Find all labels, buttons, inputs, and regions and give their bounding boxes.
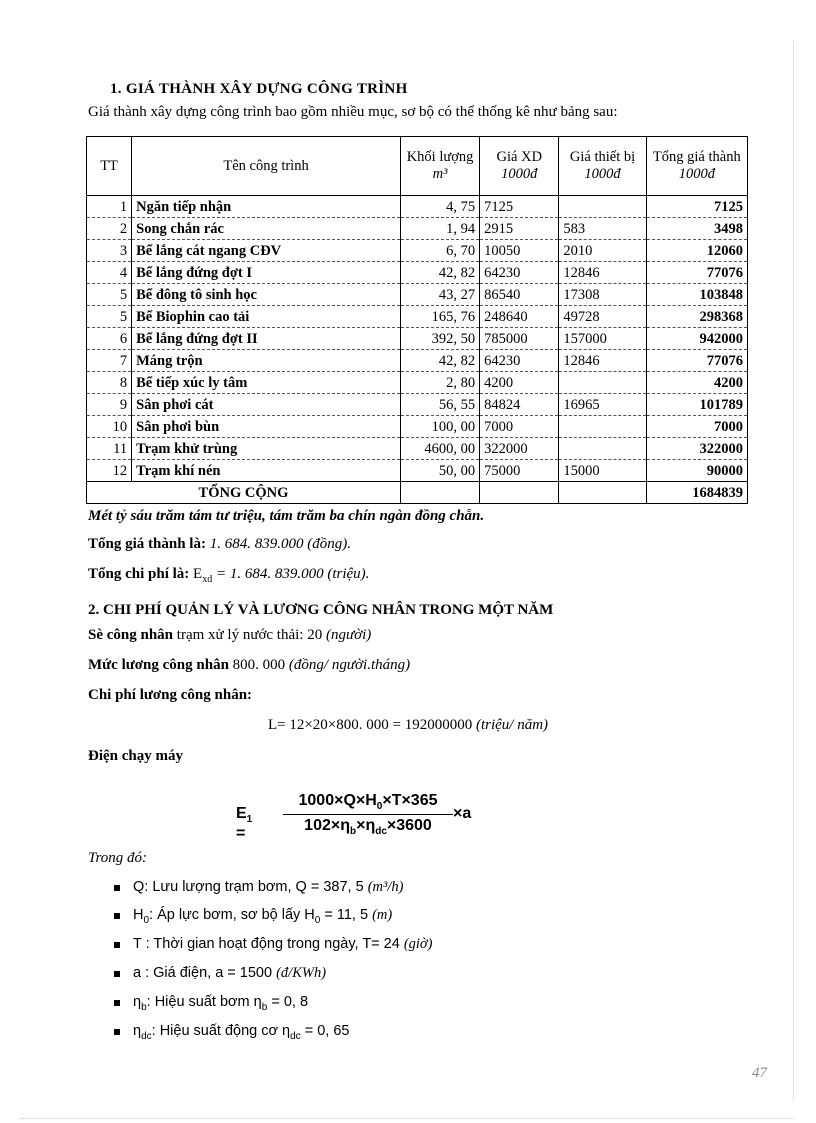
- cell-tb: [559, 438, 646, 460]
- cell-tt: 1: [87, 196, 132, 218]
- parameter-pre: H: [133, 907, 144, 923]
- cell-tt: 4: [87, 262, 132, 284]
- cell-name: Trạm khí nén: [132, 460, 401, 482]
- cell-tt: 11: [87, 438, 132, 460]
- header-xd: [480, 137, 559, 196]
- workers-text: trạm xử lý nước thải: 20: [173, 627, 326, 643]
- total-price-label: Tổng giá thành là:: [88, 536, 210, 552]
- formula-lhs-symbol: E: [236, 805, 247, 822]
- cell-xd: 7000: [480, 416, 559, 438]
- total-empty-cell: [400, 482, 479, 504]
- total-empty-cell: [480, 482, 559, 504]
- cell-volume: 2, 80: [400, 372, 479, 394]
- cell-name: Trạm khử trùng: [132, 438, 401, 460]
- parameter-unit: (đ/KWh): [276, 965, 327, 981]
- cell-total: 90000: [646, 460, 747, 482]
- cell-tb: 2010: [559, 240, 646, 262]
- page-right-border: [792, 40, 794, 1100]
- parameter-text: [133, 936, 433, 953]
- cell-tt: 10: [87, 416, 132, 438]
- wage-line: [88, 657, 410, 674]
- total-cost-line: [88, 566, 369, 585]
- table-total-row: [87, 482, 748, 504]
- cell-tt: 5: [87, 306, 132, 328]
- formula-den-sub2: dc: [375, 826, 387, 838]
- total-cost-label: Tổng chi phí là:: [88, 566, 194, 582]
- cell-volume: 4600, 00: [400, 438, 479, 460]
- header-volume-label: Khối lượng: [406, 149, 474, 165]
- workers-unit: (người): [325, 627, 372, 643]
- cell-xd: 10050: [480, 240, 559, 262]
- header-tb-label: Giá thiết bị: [569, 149, 636, 165]
- parameter-text: [133, 907, 392, 926]
- cell-xd: 2915: [480, 218, 559, 240]
- parameter-rest: = 11, 5: [320, 907, 373, 923]
- cell-total: 101789: [646, 394, 747, 416]
- cell-tb: 583: [559, 218, 646, 240]
- page-number: 47: [752, 1065, 767, 1081]
- cell-name: Bể đông tô sinh học: [132, 284, 401, 306]
- total-empty-cell: [559, 482, 646, 504]
- parameter-mid: : Hiệu suất bơm η: [146, 994, 262, 1010]
- cell-name: Sân phơi bùn: [132, 416, 401, 438]
- wage-value: 800. 000: [228, 657, 289, 673]
- wage-label: Mức lương công nhân: [88, 657, 229, 673]
- header-xd-label: Giá XD: [496, 149, 543, 165]
- cell-xd: 86540: [480, 284, 559, 306]
- cell-name: Bể lắng đứng đợt I: [132, 262, 401, 284]
- parameter-sub: dc: [141, 1030, 152, 1042]
- cell-volume: 4, 75: [400, 196, 479, 218]
- header-total-label: Tổng giá thành: [652, 149, 741, 165]
- cell-tb: [559, 196, 646, 218]
- section-1-title: 1. GIÁ THÀNH XÂY DỰNG CÔNG TRÌNH: [110, 81, 408, 97]
- cell-tb: 157000: [559, 328, 646, 350]
- cell-xd: 4200: [480, 372, 559, 394]
- parameter-sub2: b: [261, 1001, 268, 1013]
- cell-total: 77076: [646, 262, 747, 284]
- cell-volume: 1, 94: [400, 218, 479, 240]
- header-tb-unit: 1000đ: [584, 166, 621, 182]
- formula-den-sub1: b: [349, 826, 357, 838]
- section-2-title: 2. CHI PHÍ QUẢN LÝ VÀ LƯƠNG CÔNG NHÂN TRONG MỘT NĂM: [88, 602, 554, 618]
- table-row: [87, 328, 748, 350]
- bullet-icon: [114, 942, 120, 948]
- power-label: Điện chạy máy: [88, 748, 183, 764]
- cell-name: Bể lắng đứng đợt II: [132, 328, 401, 350]
- parameter-unit: (m): [372, 907, 393, 923]
- cell-volume: 43, 27: [400, 284, 479, 306]
- wage-formula-text: L= 12×20×800. 000 = 192000000: [267, 717, 476, 733]
- total-value: 1684839: [646, 482, 747, 504]
- header-total: [646, 137, 747, 196]
- wage-formula: [0, 717, 816, 734]
- cell-xd: 64230: [480, 262, 559, 284]
- parameter-text: [133, 1023, 349, 1042]
- section-1-intro: Giá thành xây dựng công trình bao gồm nhiều mục, sơ bộ có thể thống kê như bảng sau:: [88, 104, 618, 120]
- cell-tb: [559, 372, 646, 394]
- table-row: [87, 394, 748, 416]
- formula-den-b: ×η: [356, 817, 376, 835]
- table-row: [87, 350, 748, 372]
- header-volume-unit: m³: [432, 166, 448, 182]
- bullet-icon: [114, 913, 120, 919]
- cell-volume: 42, 82: [400, 262, 479, 284]
- parameter-mid: : Hiệu suất động cơ η: [151, 1023, 291, 1039]
- cell-volume: 6, 70: [400, 240, 479, 262]
- cell-name: Sân phơi cát: [132, 394, 401, 416]
- cell-tb: 17308: [559, 284, 646, 306]
- parameter-rest: = 0, 8: [267, 994, 309, 1010]
- bullet-icon: [114, 1029, 120, 1035]
- cell-total: 322000: [646, 438, 747, 460]
- formula-denominator: [283, 815, 453, 837]
- cell-name: Ngăn tiếp nhận: [132, 196, 401, 218]
- parameter-pre: Q: Lưu lượng trạm bơm, Q = 387, 5: [133, 879, 368, 895]
- parameter-pre: T : Thời gian hoạt động trong ngày, T= 24: [133, 936, 404, 952]
- bullet-icon: [114, 885, 120, 891]
- parameter-rest: = 0, 65: [300, 1023, 350, 1039]
- total-cost-sub: xd: [202, 574, 213, 585]
- cell-xd: 322000: [480, 438, 559, 460]
- cell-xd: 248640: [480, 306, 559, 328]
- table-body: [87, 196, 748, 482]
- cell-volume: 42, 82: [400, 350, 479, 372]
- total-cost-symbol: E: [193, 566, 203, 582]
- cell-name: Máng trộn: [132, 350, 401, 372]
- formula-num-sub: 0: [376, 801, 383, 813]
- cell-tb: 16965: [559, 394, 646, 416]
- cell-volume: 392, 50: [400, 328, 479, 350]
- cell-tb: [559, 416, 646, 438]
- cell-total: 77076: [646, 350, 747, 372]
- table-row: [87, 306, 748, 328]
- parameter-mid: : Áp lực bơm, sơ bộ lấy H: [149, 907, 315, 923]
- cell-xd: 7125: [480, 196, 559, 218]
- cell-volume: 50, 00: [400, 460, 479, 482]
- header-volume: [400, 137, 479, 196]
- parameter-unit: (giờ): [403, 936, 433, 952]
- wage-cost-label: Chi phí lương công nhân:: [88, 687, 253, 703]
- formula-lhs: [236, 805, 252, 843]
- cell-total: 7125: [646, 196, 747, 218]
- parameter-pre: η: [133, 994, 142, 1010]
- cell-total: 7000: [646, 416, 747, 438]
- parameter-sub2: 0: [314, 914, 321, 926]
- formula-den-a: 102×η: [304, 817, 350, 835]
- parameter-text: [133, 965, 326, 982]
- formula-num-b: ×T×365: [382, 792, 438, 809]
- total-cost-value: = 1. 684. 839.000 (triệu).: [212, 566, 370, 582]
- cell-xd: 64230: [480, 350, 559, 372]
- table-row: [87, 218, 748, 240]
- cell-volume: 165, 76: [400, 306, 479, 328]
- cell-tt: 6: [87, 328, 132, 350]
- page-bottom-border: [20, 1118, 794, 1119]
- bullet-icon: [114, 971, 120, 977]
- cell-tt: 5: [87, 284, 132, 306]
- table-row: [87, 416, 748, 438]
- table-row: [87, 438, 748, 460]
- header-tb: [559, 137, 646, 196]
- cell-tt: 12: [87, 460, 132, 482]
- table-header-row: [87, 137, 748, 196]
- parameter-pre: η: [133, 1023, 142, 1039]
- cell-volume: 100, 00: [400, 416, 479, 438]
- bullet-icon: [114, 1000, 120, 1006]
- table-row: [87, 262, 748, 284]
- total-label: TỔNG CỘNG: [87, 482, 401, 504]
- cell-xd: 75000: [480, 460, 559, 482]
- cell-tt: 3: [87, 240, 132, 262]
- cell-total: 4200: [646, 372, 747, 394]
- cell-tt: 2: [87, 218, 132, 240]
- cost-table: [86, 136, 748, 504]
- total-price-value: 1. 684. 839.000 (đồng).: [209, 536, 351, 552]
- cell-name: Bể tiếp xúc ly tâm: [132, 372, 401, 394]
- cell-tb: 15000: [559, 460, 646, 482]
- cell-tb: 49728: [559, 306, 646, 328]
- total-price-line: [88, 536, 351, 553]
- cell-xd: 785000: [480, 328, 559, 350]
- cell-xd: 84824: [480, 394, 559, 416]
- total-in-words: Mét tỷ sáu trăm tám tư triệu, tám trăm ba chín ngàn đồng chẵn.: [88, 508, 485, 524]
- cell-tt: 7: [87, 350, 132, 372]
- formula-num-a: 1000×Q×H: [298, 792, 377, 809]
- cell-volume: 56, 55: [400, 394, 479, 416]
- parameter-pre: a : Giá điện, a = 1500: [133, 965, 277, 981]
- formula-lhs-sub: 1: [246, 814, 253, 826]
- workers-label: Sè công nhân: [88, 627, 174, 643]
- cell-name: Bể lắng cát ngang CĐV: [132, 240, 401, 262]
- workers-line: [88, 627, 371, 644]
- cell-name: Song chắn rác: [132, 218, 401, 240]
- header-total-unit: 1000đ: [678, 166, 715, 182]
- cell-total: 3498: [646, 218, 747, 240]
- parameter-sub: b: [141, 1001, 147, 1013]
- wage-formula-unit: (triệu/ năm): [475, 717, 549, 733]
- formula-den-c: ×3600: [386, 817, 432, 835]
- formula-equals: =: [236, 825, 246, 843]
- header-name: Tên công trình: [132, 137, 401, 196]
- table-row: [87, 240, 748, 262]
- cell-total: 298368: [646, 306, 747, 328]
- table-row: [87, 460, 748, 482]
- cell-tb: 12846: [559, 350, 646, 372]
- header-xd-unit: 1000đ: [501, 166, 538, 182]
- cell-tb: 12846: [559, 262, 646, 284]
- header-tt: TT: [87, 137, 132, 196]
- formula-rhs: ×a: [453, 805, 472, 822]
- cell-total: 942000: [646, 328, 747, 350]
- parameter-sub2: dc: [290, 1030, 301, 1042]
- formula-numerator: [283, 792, 453, 815]
- cell-name: Bể Biophin cao tải: [132, 306, 401, 328]
- table-row: [87, 372, 748, 394]
- parameter-text: [133, 994, 308, 1013]
- wage-unit: (đồng/ người.tháng): [288, 657, 411, 673]
- table-row: [87, 196, 748, 218]
- table-row: [87, 284, 748, 306]
- where-label: Trong đó:: [88, 850, 148, 866]
- parameter-text: [133, 879, 403, 896]
- cell-total: 12060: [646, 240, 747, 262]
- cell-total: 103848: [646, 284, 747, 306]
- formula-fraction: [283, 792, 453, 837]
- cell-tt: 9: [87, 394, 132, 416]
- parameter-unit: (m³/h): [367, 879, 404, 895]
- parameter-sub: 0: [143, 914, 150, 926]
- cell-tt: 8: [87, 372, 132, 394]
